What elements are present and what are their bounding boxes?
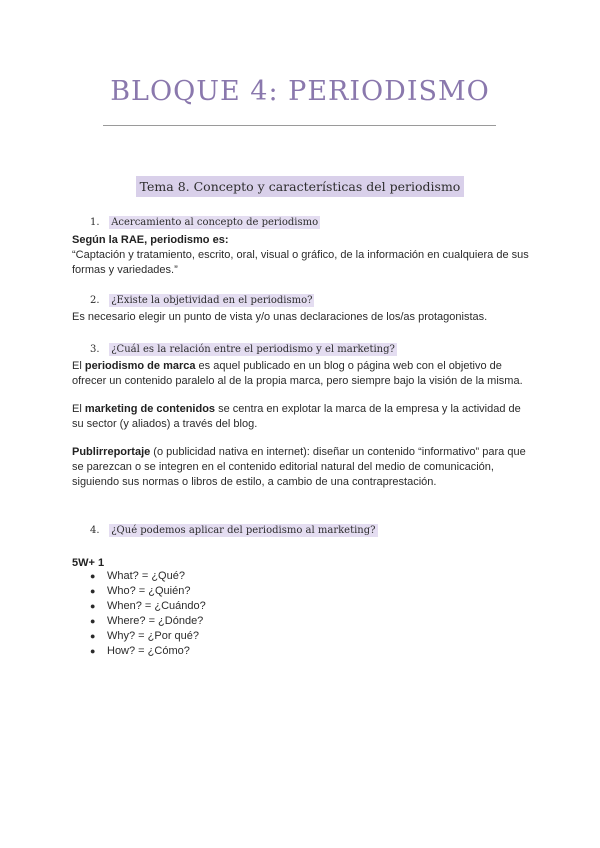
section-heading-2 xyxy=(90,293,314,308)
term-publirreportaje: Publirreportaje xyxy=(72,446,151,458)
list-item-text: Where? = ¿Dónde? xyxy=(107,615,204,627)
text-run: El xyxy=(72,360,85,372)
section-number: 4. xyxy=(90,525,100,536)
section-number: 3. xyxy=(90,344,100,355)
list-item xyxy=(90,599,206,614)
advertorial-paragraph xyxy=(72,445,532,490)
text-run: es aquel publicado en un blog o página web con el objetivo de ofrecer un contenido paralelo al de la propia marca, pero siempre bajo la visión de la misma. xyxy=(72,360,523,387)
text-run: El xyxy=(72,403,85,415)
text-run: (o publicidad nativa en internet): diseñar un contenido “informativo” para que se parezcan o se integren en el contenido editorial natural del medio de comunicación, siguiendo sus normas o libros de estilo, a cambio de una contraprestación. xyxy=(72,446,526,488)
list-item-text: Why? = ¿Por qué? xyxy=(107,630,200,642)
list-item xyxy=(90,569,206,584)
brand-journalism-paragraph xyxy=(72,359,532,389)
rae-heading: Según la RAE, periodismo es: xyxy=(72,234,229,246)
document-title: BLOQUE 4: PERIODISMO xyxy=(110,76,490,107)
section-heading-4 xyxy=(90,523,378,538)
bullet-icon: ● xyxy=(90,616,96,626)
list-item xyxy=(90,644,206,659)
rae-quote: “Captación y tratamiento, escrito, oral, visual o gráfico, de la información en cualquiera de sus formas y variedades.” xyxy=(72,249,529,276)
text-run: se centra en explotar la marca de la empresa y la actividad de su sector (y aliados) a través del blog. xyxy=(72,403,521,430)
bullet-icon: ● xyxy=(90,631,96,641)
rae-definition xyxy=(72,233,532,278)
5w-list xyxy=(90,569,206,659)
content-marketing-paragraph xyxy=(72,402,532,432)
list-item xyxy=(90,629,206,644)
list-item-text: How? = ¿Cómo? xyxy=(107,645,190,657)
list-item-text: Who? = ¿Quién? xyxy=(107,585,191,597)
list-item xyxy=(90,614,206,629)
bullet-icon: ● xyxy=(90,571,96,581)
term-periodismo-de-marca: periodismo de marca xyxy=(84,360,196,372)
section-label: ¿Qué podemos aplicar del periodismo al marketing? xyxy=(111,525,376,536)
section-label: Acercamiento al concepto de periodismo xyxy=(111,217,319,228)
list-item-text: What? = ¿Qué? xyxy=(107,570,185,582)
section-number: 1. xyxy=(90,217,100,228)
topic-heading xyxy=(0,176,600,197)
bullet-icon: ● xyxy=(90,646,96,656)
section-label: ¿Cuál es la relación entre el periodismo y el marketing? xyxy=(111,344,395,355)
section-heading-3 xyxy=(90,342,397,357)
topic-heading-text: Tema 8. Concepto y características del periodismo xyxy=(136,176,465,197)
bullet-icon: ● xyxy=(90,586,96,596)
bullet-icon: ● xyxy=(90,601,96,611)
section-heading-1 xyxy=(90,215,320,230)
list-item xyxy=(90,584,206,599)
5w-heading-text: 5W+ 1 xyxy=(72,557,105,569)
list-item-text: When? = ¿Cuándo? xyxy=(107,600,206,612)
section-number: 2. xyxy=(90,295,100,306)
section-label: ¿Existe la objetividad en el periodismo? xyxy=(111,295,313,306)
objectivity-paragraph: Es necesario elegir un punto de vista y/o unas declaraciones de los/as protagonistas. xyxy=(72,311,488,323)
title-divider xyxy=(103,125,496,126)
term-marketing-de-contenidos: marketing de contenidos xyxy=(84,403,216,415)
